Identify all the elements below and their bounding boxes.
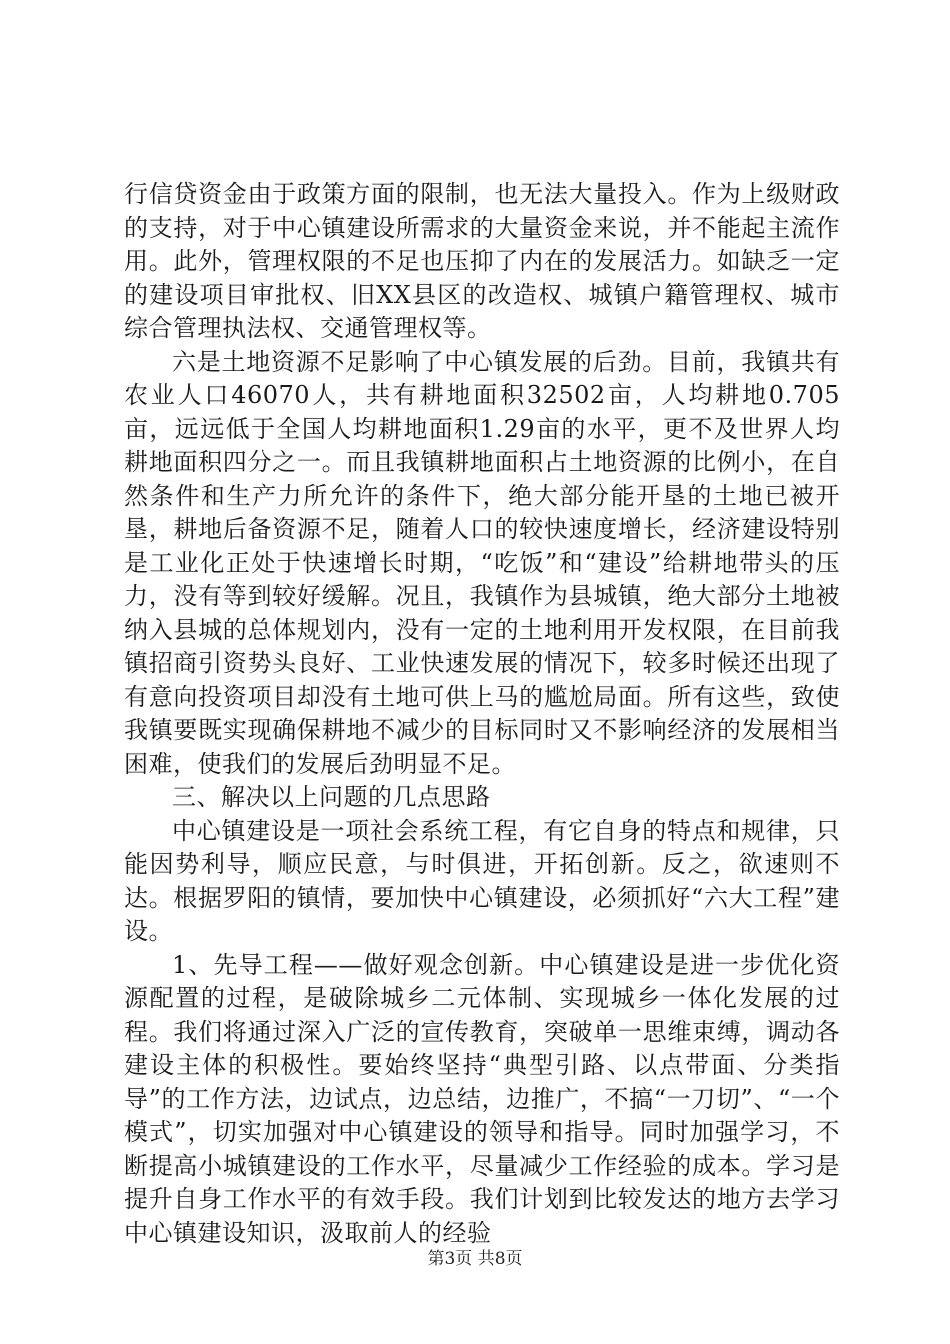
paragraph-pilot-project: 1、先导工程——做好观念创新。中心镇建设是进一步优化资源配置的过程，是破除城乡二元体制、实现城乡一体化发展的过程。我们将通过深入广泛的宣传教育，突破单一思维束缚，调动各建设主体的积极性。要始终坚持“典型引路、以点带面、分类指导”的工作方法，边试点，边总结，边推广，不搞“一刀切”、“一个模式”，切实加强对中心镇建设的领导和指导。同时加强学习，不断提高小城镇建设的工作水平，尽量减少工作经验的成本。学习是提升自身工作水平的有效手段。我们计划到比较发达的地方去学习中心镇建设知识，汲取前人的经验 xyxy=(124,950,840,1247)
section-heading: 三、解决以上问题的几点思路 xyxy=(172,783,491,811)
paragraph-continuation: 行信贷资金由于政策方面的限制，也无法大量投入。作为上级财政的支持，对于中心镇建设所需求的大量资金来说，并不能起主流作用。此外，管理权限的不足也压抑了内在的发展活力。如缺乏一定的建设项目审批权、旧XX县区的改造权、城镇户籍管理权、城市综合管理执法权、交通管理权等。 xyxy=(124,180,840,342)
document-body xyxy=(124,178,840,1250)
page-footer: 第3页 共8页 xyxy=(427,1249,523,1269)
paragraph-land-resources: 六是土地资源不足影响了中心镇发展的后劲。目前，我镇共有农业人口46070人，共有耕地面积32502亩，人均耕地0.705亩，远远低于全国人均耕地面积1.29亩的水平，更不及世界人均耕地面积四分之一。而且我镇耕地面积占土地资源的比例小，在自然条件和生产力所允许的条件下，绝大部分能开垦的土地已被开垦，耕地后备资源不足，随着人口的较快速度增长，经济建设特别是工业化正处于快速增长时期，“吃饭”和“建设”给耕地带头的压力，没有等到较好缓解。况且，我镇作为县城镇，绝大部分土地被纳入县城的总体规划内，没有一定的土地利用开发权限，在目前我镇招商引资势头良好、工业快速发展的情况下，较多时候还出现了有意向投资项目却没有土地可供上马的尴尬局面。所有这些，致使我镇要既实现确保耕地不减少的目标同时又不影响经济的发展相当困难，使我们的发展后劲明显不足。 xyxy=(124,347,840,778)
paragraph-system-project: 中心镇建设是一项社会系统工程，有它自身的特点和规律，只能因势利导，顺应民意，与时俱进，开拓创新。反之，欲速则不达。根据罗阳的镇情，要加快中心镇建设，必须抓好“六大工程”建设。 xyxy=(124,816,840,945)
